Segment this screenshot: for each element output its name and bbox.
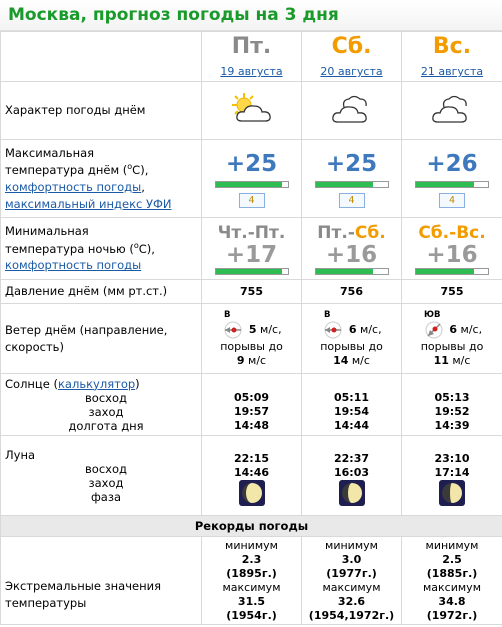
moon-title: Луна (5, 447, 36, 462)
record-max-label: максимум (423, 580, 481, 594)
sun-cell (202, 374, 302, 436)
day-date-link[interactable]: 19 августа (220, 65, 283, 78)
record-max-label: максимум (322, 580, 381, 594)
record-max-label: максимум (222, 580, 281, 594)
moon-phase-icon (439, 480, 465, 506)
record-min-year: (1895г.) (226, 566, 277, 580)
record-cell (202, 537, 302, 625)
pressure-label: Давление днём (мм рт.ст.) (1, 280, 202, 304)
night-sep: - (449, 222, 457, 243)
record-min-year: (1977г.) (326, 566, 377, 580)
wind-direction-text: ЮВ (424, 309, 441, 320)
moon-phase-icon (239, 480, 265, 506)
gust-unit: м/с (452, 353, 471, 367)
record-min-value: 3.0 (341, 552, 362, 566)
partly-cloudy-icon (228, 91, 276, 127)
uv-index-badge: 4 (339, 193, 365, 208)
day-header-sat (302, 32, 402, 82)
comfort-bar (315, 268, 389, 275)
sunrise-time: 05:13 (434, 390, 470, 404)
record-min-value: 2.3 (241, 552, 262, 566)
sunrise-time: 05:11 (333, 390, 369, 404)
comfort-bar (315, 181, 389, 188)
tmin-label-text: Минимальная (5, 224, 89, 239)
gust-speed: 11 (433, 353, 449, 367)
tmin-label-text: температура ночью ( (5, 241, 134, 256)
sun-cell (302, 374, 402, 436)
wind-unit: м/с, (360, 322, 382, 336)
moon-cell (302, 436, 402, 516)
tmin-cell (302, 218, 402, 280)
comfort-bar (215, 268, 289, 275)
tmax-label-text: С), (132, 163, 149, 178)
moon-phase-icon (339, 480, 365, 506)
phase-label: фаза (90, 489, 122, 504)
night-range (202, 223, 301, 243)
sunset-label: заход (88, 404, 124, 419)
wind-cell (202, 304, 302, 374)
sunset-time: 19:57 (233, 404, 269, 418)
uv-index-link[interactable]: максимальный индекс УФИ (5, 196, 172, 211)
moon-label (1, 436, 202, 516)
page-title: Москва, прогноз погоды на 3 дня (0, 0, 502, 31)
min-temperature: +17 (225, 241, 278, 268)
night-day-b: Сб. (354, 222, 386, 243)
record-max-year: (1972г.) (426, 608, 478, 622)
comfort-bar-fill (316, 182, 374, 187)
sun-close: ) (135, 376, 140, 391)
tmax-cell (402, 140, 502, 218)
sunrise-time: 05:09 (233, 390, 269, 404)
record-min-label: минимум (225, 538, 278, 552)
pressure-value: 755 (202, 280, 302, 304)
moonset-label: заход (88, 475, 124, 490)
weather-cell (202, 82, 302, 140)
min-temperature: +16 (325, 241, 378, 268)
comfort-bar (215, 181, 289, 188)
night-day-a: Пт. (317, 222, 348, 243)
degree-sign: o (133, 240, 139, 250)
comfort-bar-fill (216, 182, 283, 187)
moon-cell (402, 436, 502, 516)
moonset-time: 17:14 (434, 465, 470, 479)
comfort-bar (415, 181, 489, 188)
night-sep: - (247, 222, 255, 243)
sun-sublabels (5, 391, 197, 433)
wind-arrow-icon (422, 320, 446, 340)
max-temperature: +26 (426, 150, 478, 177)
record-max-year: (1954г.) (226, 608, 277, 622)
record-max-value: 31.5 (237, 594, 266, 608)
comfort-bar-fill (416, 269, 474, 274)
day-name: Сб. (331, 34, 372, 59)
record-max-value: 32.6 (337, 594, 366, 608)
moon-sublabels (5, 462, 197, 504)
comfort-bar-fill (216, 269, 283, 274)
wind-arrow-icon (321, 320, 345, 340)
record-min-label: минимум (425, 538, 479, 552)
sun-title: Солнце ( (5, 376, 58, 391)
record-max-value: 34.8 (438, 594, 466, 608)
day-name: Вс. (432, 34, 472, 59)
uv-index-badge: 4 (439, 193, 465, 208)
record-max-year: (1954,1972г.) (308, 608, 395, 622)
day-header-fri (202, 32, 302, 82)
comma: , (151, 241, 155, 256)
moon-cell (202, 436, 302, 516)
extreme-label: Экстремальные значения температуры (1, 537, 202, 625)
day-name: Пт. (231, 34, 272, 59)
forecast-table (0, 31, 502, 625)
uv-index-badge: 4 (239, 193, 265, 208)
night-day-a: Чт. (217, 222, 248, 243)
tmax-label-text: температура днём ( (5, 163, 128, 178)
gust-speed: 14 (333, 353, 349, 367)
moonrise-time: 23:10 (434, 451, 470, 465)
cloudy-icon (428, 91, 476, 127)
sun-cell (402, 374, 502, 436)
daylength-label: долгота дня (68, 418, 144, 433)
moonset-time: 14:46 (233, 465, 269, 479)
comfort-bar-fill (316, 269, 374, 274)
wind-speed: 5 (248, 322, 257, 336)
daylength-value: 14:44 (333, 418, 369, 432)
moonrise-label: восход (85, 461, 127, 476)
records-header: Рекорды погоды (1, 516, 502, 537)
header-empty-cell (1, 32, 202, 82)
night-range (302, 223, 401, 243)
wind-unit: м/с, (260, 322, 282, 336)
moonrise-time: 22:37 (333, 451, 369, 465)
tmax-cell (202, 140, 302, 218)
wind-speed: 6 (348, 322, 357, 336)
wind-direction-text: В (324, 309, 331, 320)
daylength-value: 14:39 (434, 418, 470, 432)
tmax-label-text: Максимальная (5, 145, 95, 160)
wind-unit: м/с, (460, 322, 483, 336)
day-header-sun (402, 32, 502, 82)
comfort-bar-fill (416, 182, 474, 187)
comfort-link[interactable]: комфортность погоды (5, 179, 142, 194)
tmin-cell (402, 218, 502, 280)
weather-cell (302, 82, 402, 140)
daylength-value: 14:48 (233, 418, 269, 432)
wind-cell (302, 304, 402, 374)
pressure-value: 755 (402, 280, 502, 304)
wind-cell (402, 304, 502, 374)
max-temperature: +25 (225, 150, 278, 177)
pressure-value: 756 (302, 280, 402, 304)
night-day-b: Вс. (456, 222, 486, 243)
sun-calculator-link[interactable]: калькулятор (57, 376, 136, 391)
moonrise-time: 22:15 (233, 451, 269, 465)
sunset-time: 19:54 (333, 404, 369, 418)
night-day-b: Пт. (254, 222, 286, 243)
day-date-link[interactable]: 21 августа (420, 65, 484, 78)
record-cell (402, 537, 502, 625)
record-min-year: (1885г.) (426, 566, 478, 580)
night-sep: - (347, 222, 355, 243)
degree-sign: o (127, 162, 133, 172)
gust-label: порывы до (220, 339, 283, 353)
record-cell (302, 537, 402, 625)
record-min-label: минимум (325, 538, 378, 552)
night-day-a: Сб. (418, 222, 450, 243)
gust-label: порывы до (420, 339, 484, 353)
gust-unit: м/с (248, 353, 267, 367)
record-min-value: 2.5 (442, 552, 462, 566)
gust-label: порывы до (320, 339, 383, 353)
wind-direction-text: В (224, 309, 231, 320)
day-date-link[interactable]: 20 августа (320, 65, 383, 78)
comma: , (141, 179, 145, 194)
wind-speed: 6 (449, 322, 458, 336)
weather-char-label: Характер погоды днём (1, 82, 202, 140)
sun-label (1, 374, 202, 436)
tmin-label (1, 218, 202, 280)
comfort-link[interactable]: комфортность погоды (5, 258, 142, 273)
night-range (402, 223, 502, 243)
gust-speed: 9 (236, 353, 245, 367)
tmin-cell (202, 218, 302, 280)
cloudy-icon (328, 91, 376, 127)
sunrise-label: восход (85, 390, 127, 405)
tmin-label-text: С) (138, 241, 152, 256)
sunset-time: 19:52 (434, 404, 470, 418)
min-temperature: +16 (426, 241, 478, 268)
tmax-cell (302, 140, 402, 218)
weather-cell (402, 82, 502, 140)
max-temperature: +25 (325, 150, 378, 177)
wind-label: Ветер днём (направление, скорость) (1, 304, 202, 374)
moonset-time: 16:03 (333, 465, 369, 479)
wind-arrow-icon (221, 320, 245, 340)
comfort-bar (415, 268, 489, 275)
tmax-label (1, 140, 202, 218)
gust-unit: м/с (351, 353, 370, 367)
